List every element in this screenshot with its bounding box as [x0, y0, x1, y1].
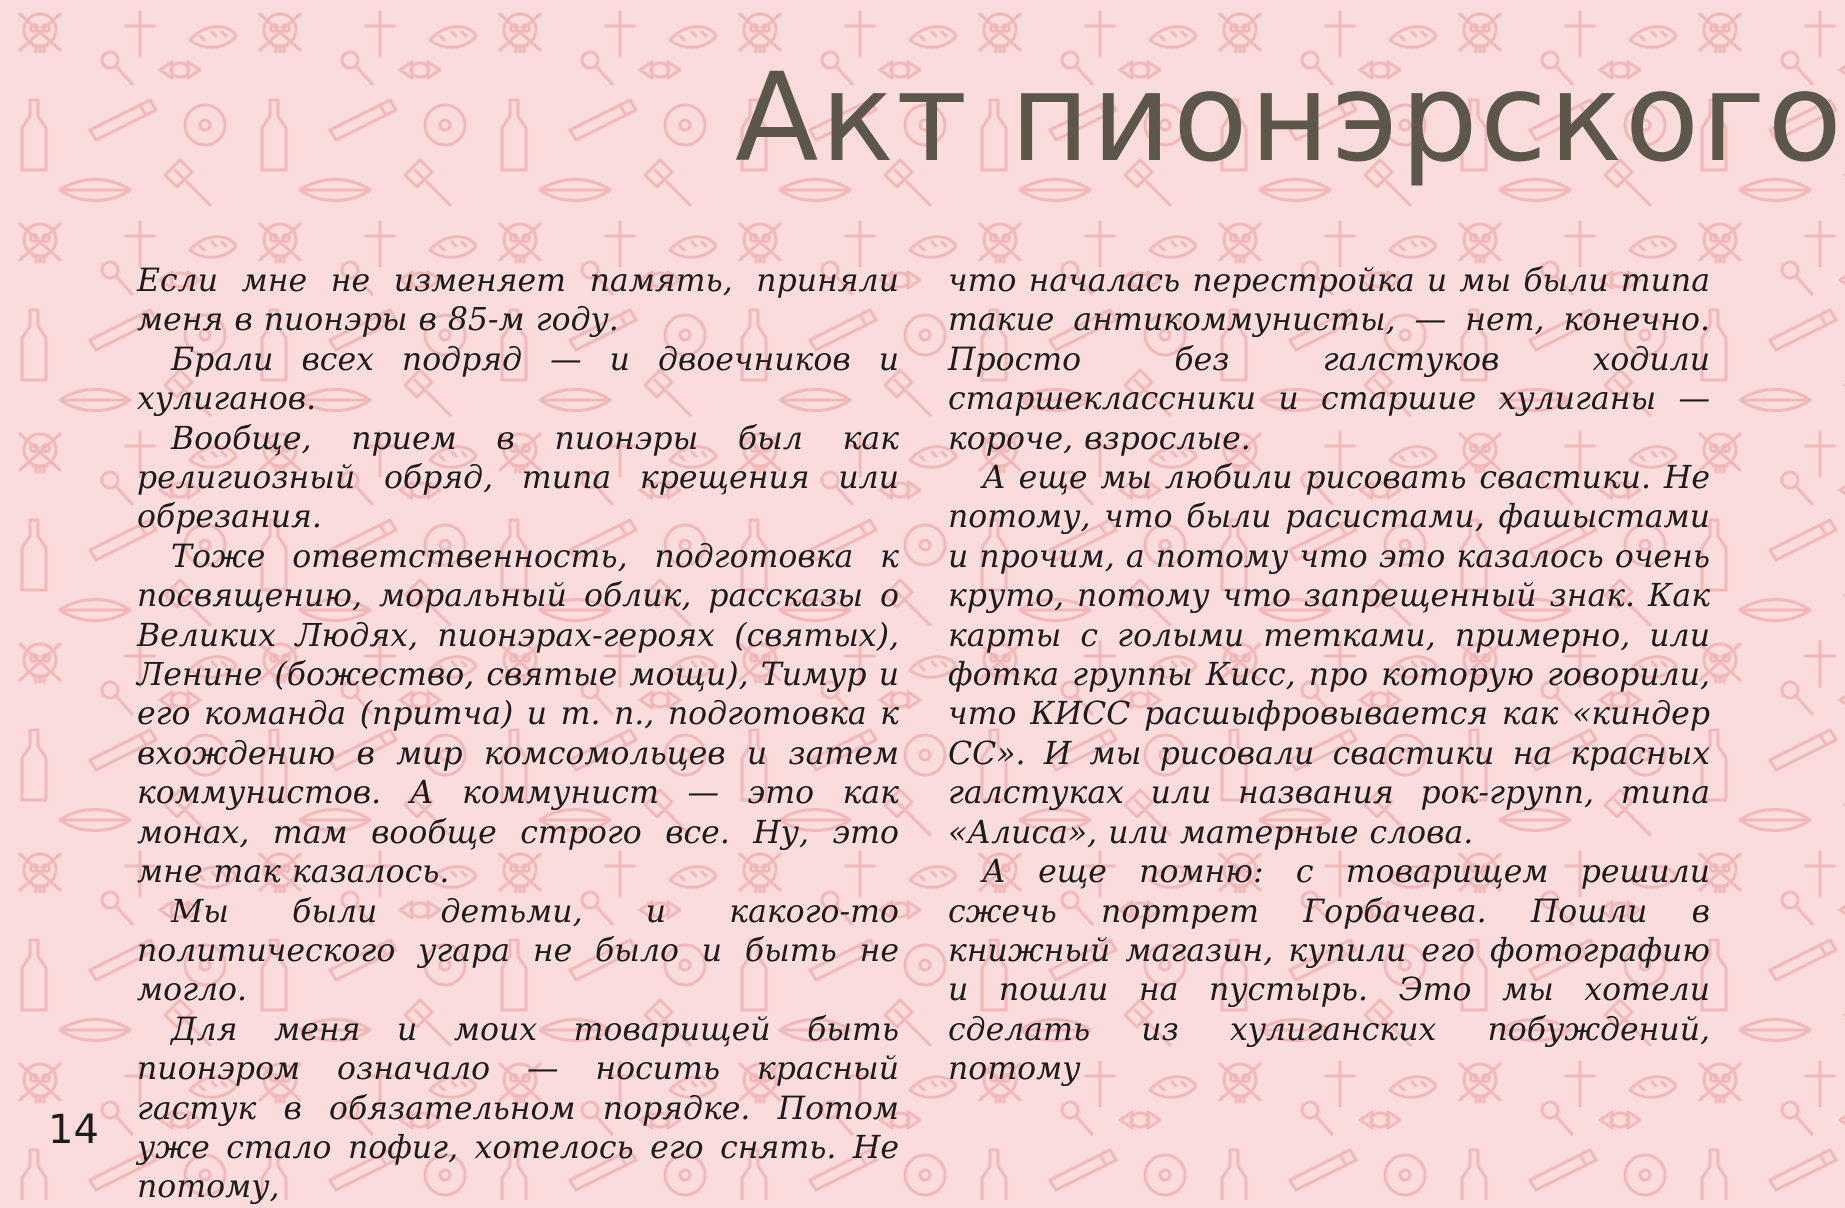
text-column-right: [948, 262, 1710, 1090]
page-title: Акт пионэрского: [735, 47, 1844, 189]
paragraph: Мы были детьми, и какого-то политического угара не было и быть не могло.: [137, 893, 899, 1009]
page-number: 14: [48, 1107, 99, 1153]
paragraph: Вообще, прием в пионэры был как религиозный обряд, типа крещения или обрезания.: [137, 420, 899, 536]
paragraph: Для меня и моих товарищей быть пионэром означало — носить красный гастук в обязательном порядке. Потом уже стало пофиг, хотелось его снять. Не потому,: [137, 1011, 899, 1206]
text-column-left: [137, 262, 899, 1208]
paragraph: что началась перестройка и мы были типа такие антикоммунисты, — нет, конечно. Просто без галстуков ходили старшеклассники и старшие хулиганы — короче, взрослые.: [948, 263, 1710, 457]
paragraph: А еще помню: с товарищем решили сжечь портрет Горбачева. Пошли в книжный магазин, купили его фотографию и пошли на пустырь. Это мы хотели сделать из хулиганских побуждений, потому: [948, 854, 1710, 1088]
paragraph: А еще мы любили рисовать свастики. Не потому, что были расистами, фашыстами и прочим, а потому что это казалось очень круто, потому что запрещенный знак. Как карты с голыми тетками, примерно, или фотка группы Кисс, про которую говорили, что КИСС расшыфровывается как «киндер СС». И мы рисовали свастики на красных галстуках или названия рок-групп, типа «Алиса», или матерные слова.: [948, 460, 1710, 851]
paragraph: Если мне не изменяет память, приняли меня в пионэры в 85-м году.: [137, 263, 899, 339]
paragraph: Тоже ответственность, подготовка к посвящению, моральный облик, рассказы о Великих Людях, пионэрах-героях (святых), Ленине (божество, святые мощи), Тимур и его команда (притча) и т. п., подготовка к вхождению в мир комсомольцев и затем коммунистов. А коммунист — это как монах, там вообще строго все. Ну, это мне так казалось.: [137, 538, 899, 891]
paragraph: Брали всех подряд — и двоечников и хулиганов.: [137, 341, 899, 418]
